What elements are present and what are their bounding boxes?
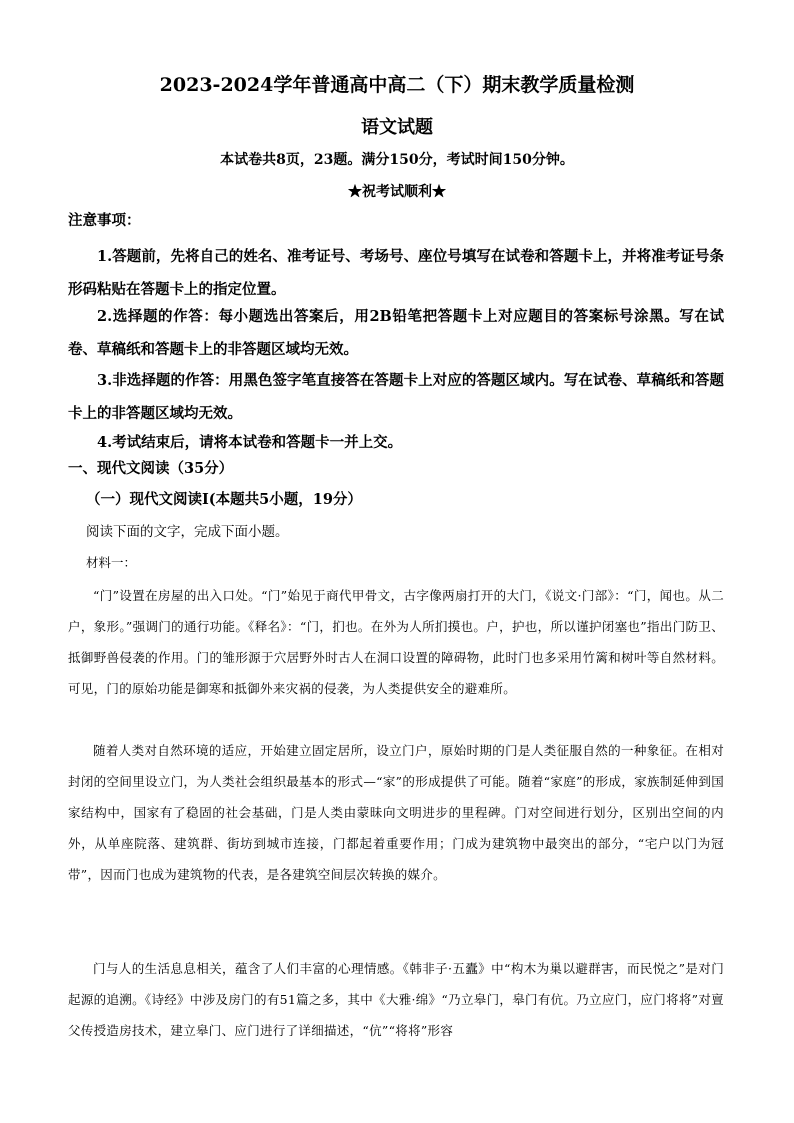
- notice-item-3: 3.非选择题的作答：用黑色签字笔直接答在答题卡上对应的答题区域内。写在试卷、草稿纸和答题卡上的非答题区域均无效。: [68, 372, 724, 422]
- subsection-heading: （一）现代文阅读Ⅰ(本题共5小题，19分）: [86, 491, 362, 508]
- notice-heading: 注意事项：: [68, 212, 141, 229]
- notice-item-1: 1.答题前，先将自己的姓名、准考证号、考场号、座位号填写在试卷和答题卡上，并将准考证号条形码粘贴在答题卡上的指定位置。: [68, 248, 724, 298]
- notice-item-2: 2.选择题的作答：每小题选出答案后，用2B铅笔把答题卡上对应题目的答案标号涂黑。写在试卷、草稿纸和答题卡上的非答题区域均无效。: [68, 308, 724, 358]
- section-heading: 一、现代文阅读（35分）: [68, 460, 234, 477]
- exam-main-title: 2023-2024学年普通高中高二（下）期末教学质量检测: [159, 74, 635, 96]
- reading-instruction: 阅读下面的文字，完成下面小题。: [86, 524, 289, 540]
- material-paragraph: “门”设置在房屋的出入口处。“门”始见于商代甲骨文，古字像两扇打开的大门，《说文·门部》：“门，闻也。从二户，象形。”强调门的通行功能。《释名》：“门，扪也。在外为人所扪摸也。户，护也，所以谨护闭塞也”指出门防卫、抵御野兽侵袭的作用。门的雏形源于穴居野外时古人在洞口设置的障碍物，此时门也多采用竹篱和树叶等自然材料。可见，门的原始功能是御寒和抵御外来灾祸的侵袭，为人类提供安全的避难所。: [68, 588, 724, 696]
- material-label: 材料一：: [86, 555, 137, 570]
- blessing-line: ★祝考试顺利★: [348, 184, 446, 200]
- notice-item-4: 4.考试结束后，请将本试卷和答题卡一并上交。: [97, 434, 403, 451]
- material-paragraph: 随着人类对自然环境的适应，开始建立固定居所，设立门户，原始时期的门是人类征服自然的一种象征。在相对封闭的空间里设立门，为人类社会组织最基本的形式—“家”的形成提供了可能。随着“家庭”的形成，家族制延伸到国家结构中，国家有了稳固的社会基础，门是人类由蒙昧向文明进步的里程碑。门对空间进行划分，区别出空间的内外，从单座院落、建筑群、街坊到城市连接，门都起着重要作用；门成为建筑物中最突出的部分，“宅户以门为冠带”，因而门也成为建筑物的代表，是各建筑空间层次转换的媒介。: [68, 743, 724, 882]
- exam-info-line: 本试卷共8页，23题。满分150分，考试时间150分钟。: [220, 152, 574, 168]
- material-paragraph: 门与人的生活息息相关，蕴含了人们丰富的心理情感。《韩非子·五蠹》中“构木为巢以避群害，而民悦之”是对门起源的追溯。《诗经》中涉及房门的有51篇之多，其中《大雅·绵》“乃立皋门，皋门有伉。乃立应门，应门将将”对亶父传授造房技术，建立皋门、应门进行了详细描述，“伉”“将将”形容: [68, 961, 724, 1038]
- exam-subject-title: 语文试题: [361, 117, 433, 138]
